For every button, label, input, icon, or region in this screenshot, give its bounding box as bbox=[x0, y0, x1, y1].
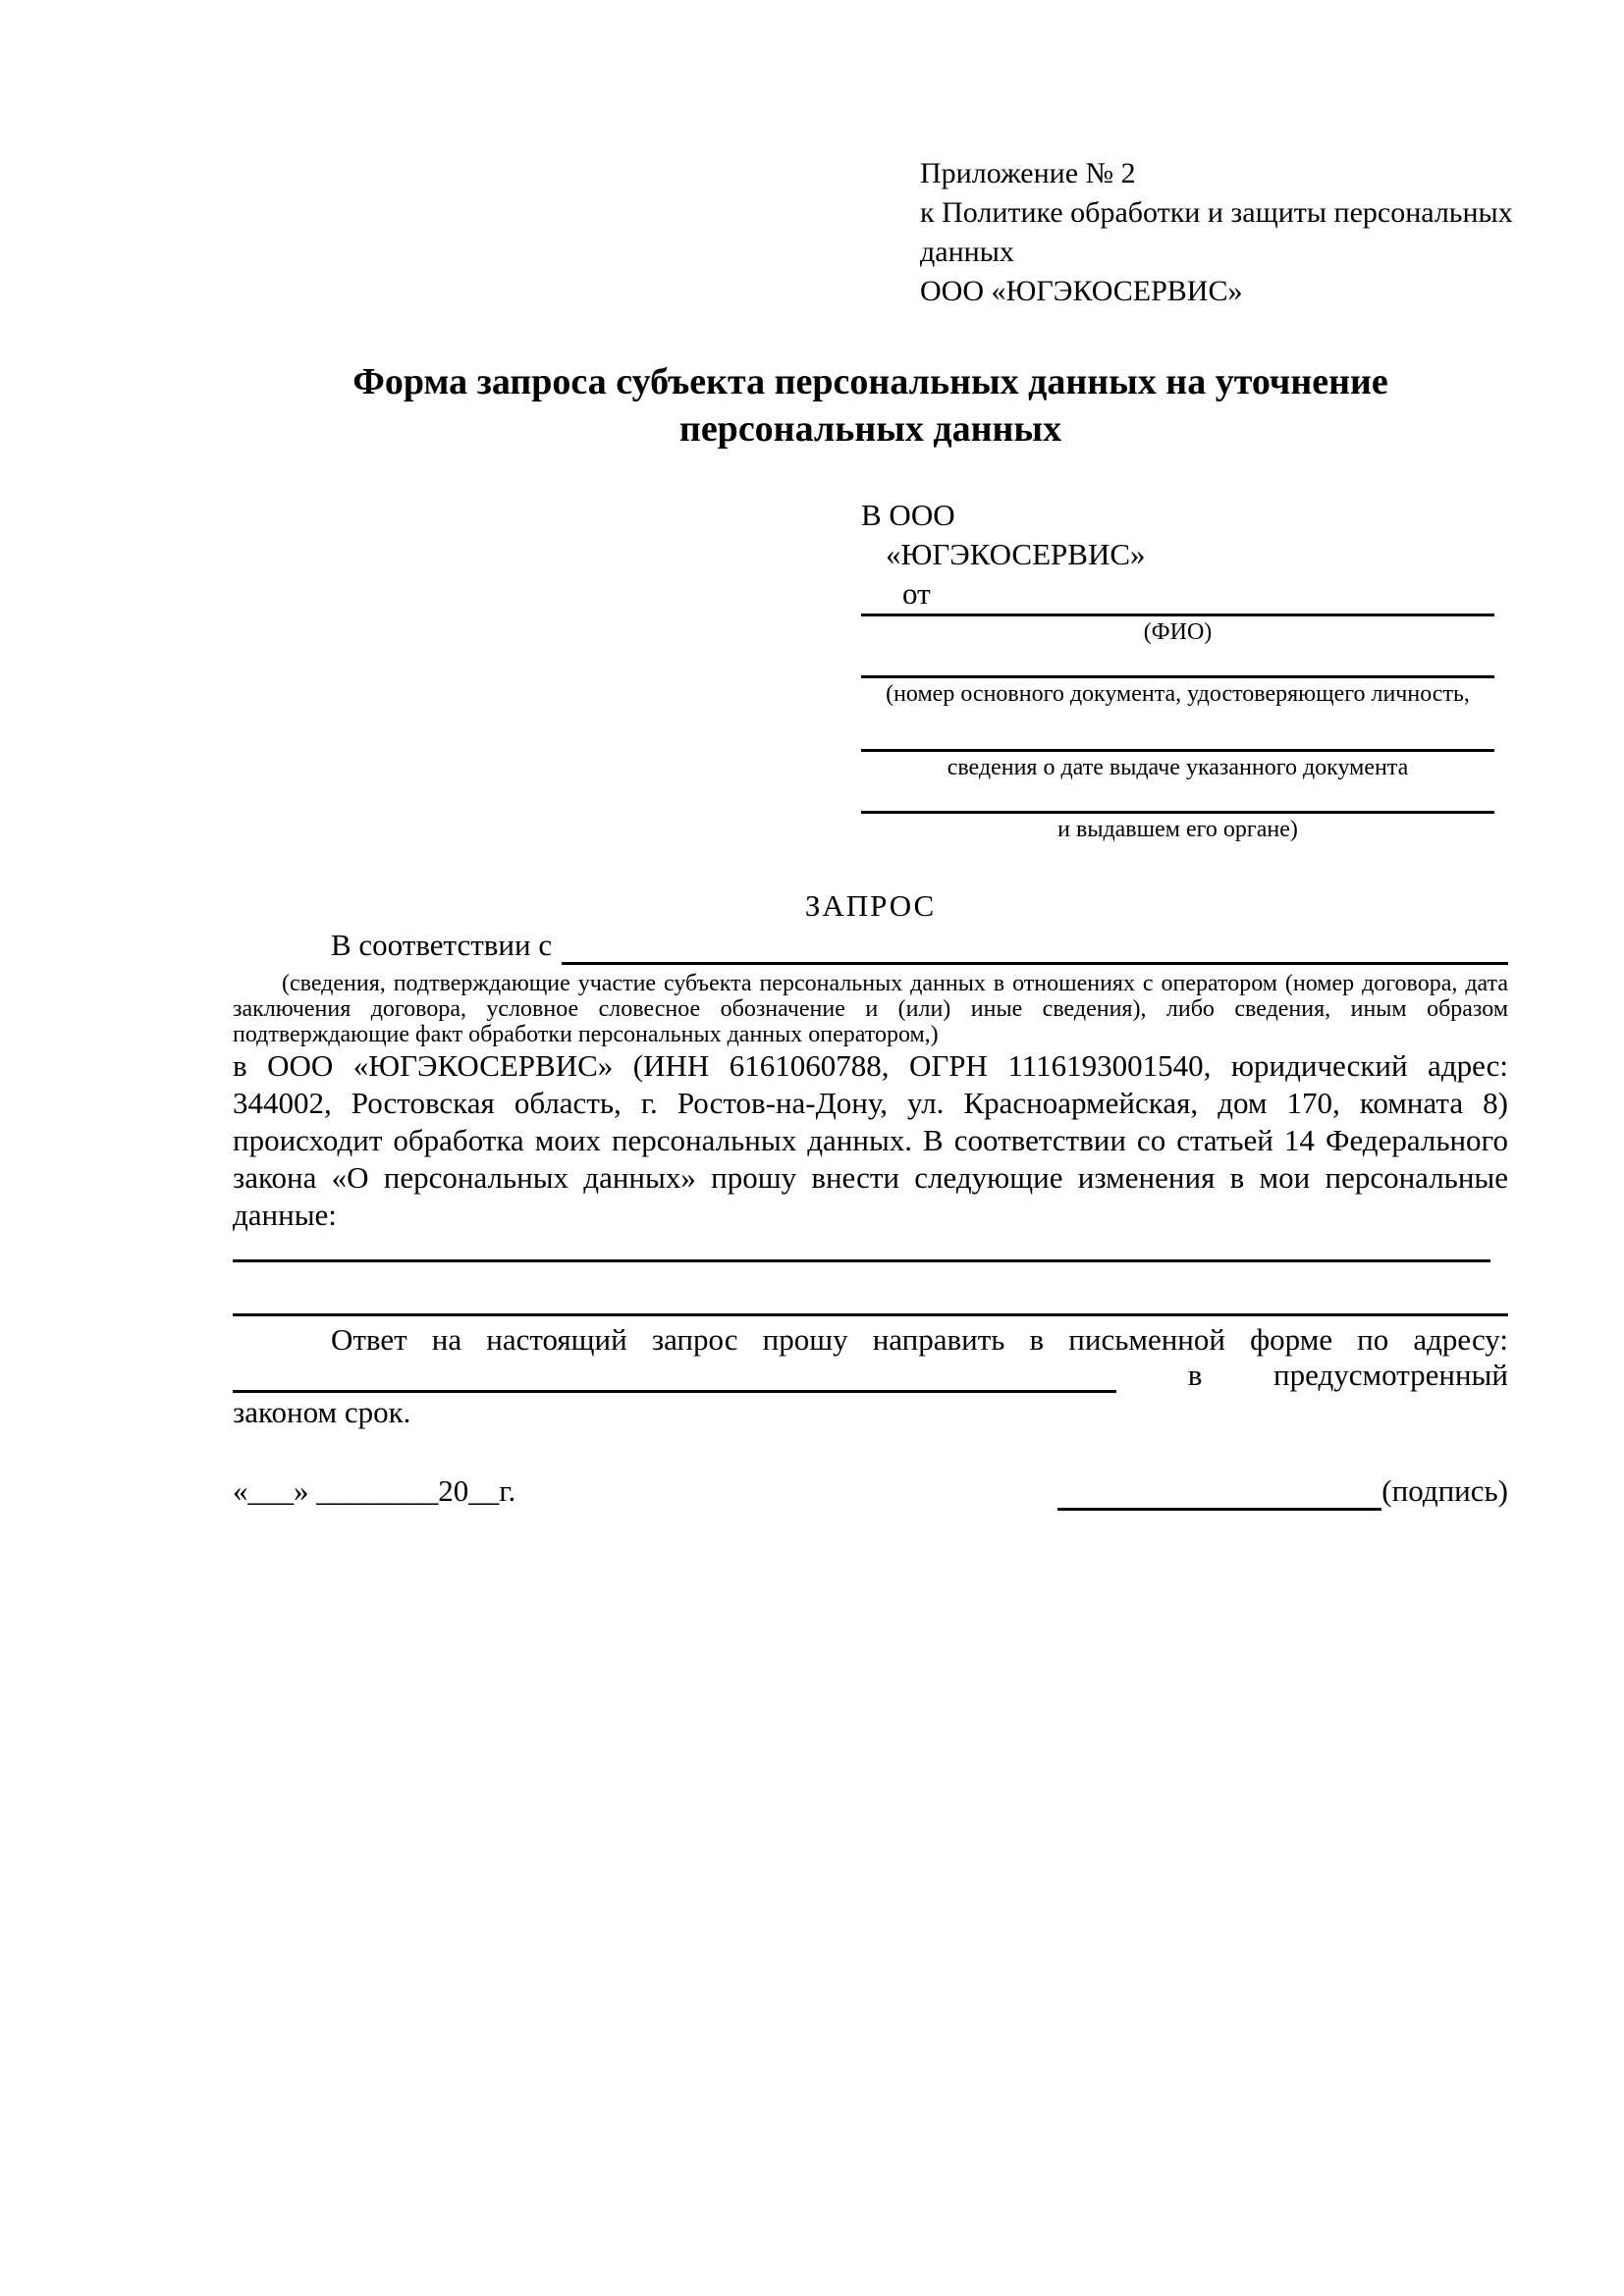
reply-tail-text: законом срок. bbox=[233, 1395, 411, 1429]
reply-word-v: в bbox=[1187, 1358, 1203, 1392]
document-number-blank-line[interactable] bbox=[861, 648, 1494, 678]
document-title-line: Форма запроса субъекта персональных данных на уточнение bbox=[352, 361, 1388, 402]
changes-blank-line-2[interactable] bbox=[233, 1313, 1508, 1316]
document-title bbox=[233, 358, 1508, 453]
reply-address-blank-line[interactable] bbox=[233, 1361, 1116, 1393]
annex-line: ООО «ЮГЭКОСЕРВИС» bbox=[920, 275, 1243, 307]
reply-word-predusmotrenny: предусмотренный bbox=[1273, 1358, 1508, 1392]
signature-area bbox=[1057, 1471, 1508, 1511]
annex-line: Приложение № 2 bbox=[920, 157, 1136, 189]
basis-blank-line[interactable] bbox=[562, 929, 1508, 965]
basis-label: В соответствии с bbox=[331, 928, 553, 962]
issuing-authority-blank-line[interactable] bbox=[861, 783, 1494, 814]
reply-address-sentence: Ответ на настоящий запрос прошу направить в письменной форме по адресу: bbox=[331, 1322, 1508, 1357]
issue-date-caption: сведения о дате выдаче указанного документа bbox=[947, 755, 1409, 780]
issue-date-blank-line[interactable] bbox=[861, 710, 1494, 752]
signature-blank-line[interactable] bbox=[1057, 1478, 1381, 1511]
signature-row bbox=[233, 1471, 1508, 1511]
addressee-org-prefix: В ООО bbox=[861, 498, 955, 532]
fio-caption: (ФИО) bbox=[1143, 619, 1213, 645]
annex-line: данных bbox=[920, 236, 1014, 268]
document-number-caption: (номер основного документа, удостоверяющего личность, bbox=[886, 681, 1470, 707]
annex-line: к Политике обработки и защиты персональных bbox=[920, 196, 1513, 229]
addressee-block bbox=[861, 496, 1494, 845]
issuing-authority-caption: и выдавшем его органе) bbox=[1057, 817, 1298, 842]
request-body-paragraph: в ООО «ЮГЭКОСЕРВИС» (ИНН 6161060788, ОГРН 1116193001540, юридический адрес: 344002, Ростовская область, г. Ростов-на-Дону, ул. Красноармейская, дом 170, комната 8) происходит обработка моих персональных данных. В соответствии со статьей 14 Федерального закона «О персональных данных» прошу внести следующие изменения в мои персональные данные: bbox=[233, 1048, 1508, 1232]
addressee-from-label: от bbox=[902, 576, 931, 611]
addressee-org-name: «ЮГЭКОСЕРВИС» bbox=[886, 537, 1146, 571]
signature-caption: (подпись) bbox=[1381, 1473, 1508, 1508]
basis-row bbox=[233, 926, 1508, 965]
date-blank-text[interactable]: «___» ________20__г. bbox=[233, 1473, 516, 1508]
basis-footnote: (сведения, подтверждающие участие субъекта персональных данных в отношениях с оператором (номер договора, дата заключения договора, условное словесное обозначение и (или) иные сведения), либо сведения, иным образом подтверждающие факт обработки персональных данных оператором,) bbox=[233, 971, 1508, 1047]
document-title-line: персональных данных bbox=[678, 408, 1062, 450]
annex-block bbox=[920, 154, 1513, 311]
reply-address-row bbox=[233, 1358, 1508, 1393]
request-heading: ЗАПРОС bbox=[804, 888, 937, 923]
changes-blank-line-1[interactable] bbox=[233, 1259, 1490, 1262]
